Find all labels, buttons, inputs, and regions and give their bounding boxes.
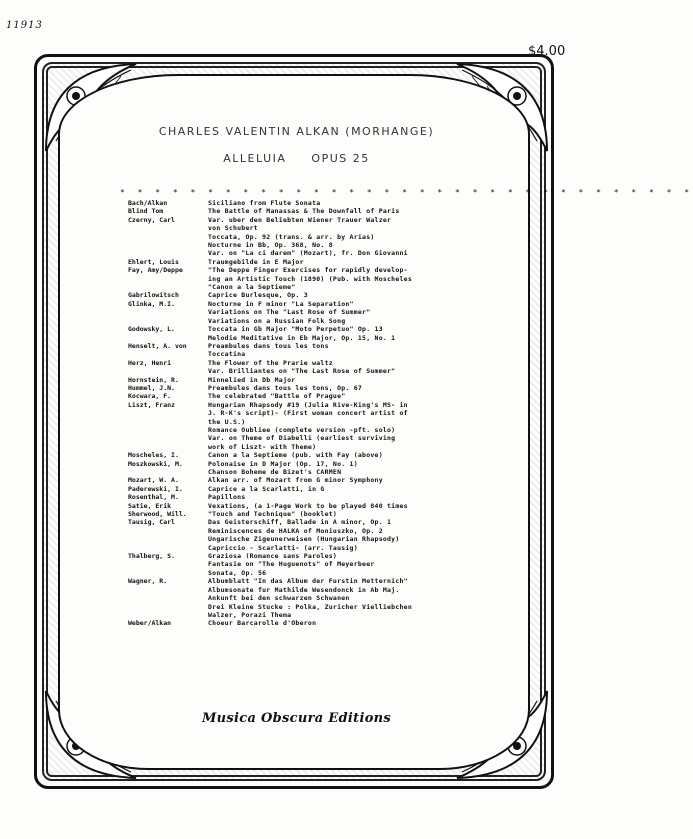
entry-composer: Fay, Amy/Deppe: [128, 266, 183, 275]
entry-works: [208, 619, 488, 627]
works-catalog-list: [128, 199, 488, 628]
catalog-entry: [128, 577, 488, 619]
entry-composer: Tausig, Carl: [128, 518, 175, 527]
entry-work-line: Nocturne in F minor "La Separation": [208, 299, 354, 308]
catalog-entry: [128, 258, 488, 266]
catalog-entry: [128, 552, 488, 577]
star-divider: * * * * * * * * * * * * * * * * * * * * * * * * * * * * * * * * *: [120, 188, 693, 197]
entry-composer: Blind Tom: [128, 207, 164, 216]
catalog-entry: [128, 392, 488, 400]
entry-composer: Hummel, J.N.: [128, 383, 175, 392]
entry-work-line: The Flower of the Prarie waltz: [208, 358, 333, 367]
corner-note: 11913: [6, 20, 43, 31]
entry-work-line: Var. on "La ci darem" (Mozart), fr. Don Giovanni: [208, 249, 408, 258]
entry-works: [208, 577, 488, 619]
entry-work-line: Nocturne in Bb, Op. 368, No. 8: [208, 241, 333, 250]
entry-works: [208, 199, 488, 207]
catalog-entry: [128, 384, 488, 392]
entry-works: [208, 476, 488, 484]
entry-work-line: Alkan arr. of Mozart from G minor Symphony: [208, 476, 383, 485]
entry-work-line: Graziosa (Romance sans Paroles): [208, 552, 338, 561]
catalog-entry: [128, 518, 488, 552]
catalog-entry: [128, 451, 488, 459]
entry-works: [208, 359, 488, 376]
work-title-line: [0, 152, 593, 165]
catalog-entry: [128, 266, 488, 291]
entry-works: [208, 300, 488, 325]
entry-work-line: Walzer, Porazi Thema: [208, 610, 292, 619]
entry-work-line: Preambules dans tous les tons: [208, 341, 329, 350]
entry-composer: Thalberg, S.: [128, 552, 175, 561]
catalog-entry: [128, 476, 488, 484]
entry-composer: Czerny, Carl: [128, 215, 175, 224]
catalog-entry: [128, 199, 488, 207]
entry-composer: Moszkowski, M.: [128, 459, 183, 468]
entry-work-line: Siciliano from Flute Sonata: [208, 199, 321, 207]
entry-work-line: "The Deppe Finger Exercises for rapidly develop-: [208, 266, 408, 275]
entry-composer: Godowsky, L.: [128, 325, 175, 334]
entry-work-line: Melodie Meditative in Eb Major, Op. 15, No. 1: [208, 333, 396, 342]
composer-title: CHARLES VALENTIN ALKAN (MORHANGE): [158, 125, 435, 138]
entry-work-line: Capriccio - Scarlatti- (arr. Tausig): [208, 543, 358, 552]
entry-work-line: Traumgebilde in E Major: [208, 257, 304, 266]
entry-work-line: Das Geisterschiff, Ballade in A minor, Op. 1: [208, 518, 392, 527]
catalog-entry: [128, 510, 488, 518]
entry-work-line: Choeur Barcarolle d'Oberon: [208, 619, 317, 628]
entry-works: [208, 493, 488, 501]
entry-composer: Ehlert, Louis: [128, 257, 179, 266]
entry-works: [208, 502, 488, 510]
entry-work-line: "Canon a la Septieme": [208, 283, 296, 292]
entry-works: [208, 384, 488, 392]
entry-work-line: Var. uber den Beliebten Wiener Trauer Walzer: [208, 215, 392, 224]
entry-work-line: work of Liszt- with Theme): [208, 442, 317, 451]
entry-composer: Wagner, R.: [128, 577, 168, 586]
entry-composer: Sherwood, Will.: [128, 510, 187, 519]
entry-work-line: Ungarische Zigeunerweisen (Hungarian Rhapsody): [208, 535, 400, 544]
entry-composer: Rosenthal, M.: [128, 493, 179, 502]
entry-work-line: Toccata, Op. 92 (trans. & arr. by Arias): [208, 232, 375, 241]
catalog-entry: [128, 291, 488, 299]
entry-work-line: Papillons: [208, 493, 246, 502]
catalog-entry: [128, 300, 488, 325]
entry-works: [208, 291, 488, 299]
entry-works: [208, 510, 488, 518]
catalog-entry: [128, 207, 488, 215]
catalog-entry: [128, 342, 488, 359]
entry-work-line: Variations on The "Last Rose of Summer": [208, 308, 371, 317]
entry-works: [208, 552, 488, 577]
entry-composer: Hornstein, R.: [128, 375, 179, 384]
entry-work-line: Ankunft bei den schwarzen Schwanen: [208, 594, 350, 603]
entry-work-line: the U.S.): [208, 417, 246, 426]
catalog-entry: [128, 493, 488, 501]
entry-works: [208, 266, 488, 291]
entry-work-line: J. R-K's script)- (First woman concert artist of: [208, 409, 408, 418]
entry-composer: Weber/Alkan: [128, 619, 172, 628]
entry-works: [208, 485, 488, 493]
entry-composer: Gabrilowitsch: [128, 291, 179, 300]
entry-work-line: Variations on a Russian Folk Song: [208, 316, 346, 325]
entry-composer: Liszt, Franz: [128, 400, 175, 409]
entry-composer: Paderewski, I.: [128, 484, 183, 493]
entry-composer: Satie, Erik: [128, 501, 172, 510]
entry-works: [208, 376, 488, 384]
entry-work-line: Romance Oubliee (complete version -pft. solo): [208, 425, 396, 434]
catalog-entry: [128, 485, 488, 493]
entry-work-line: Minnelied in Db Major: [208, 375, 296, 384]
entry-works: [208, 216, 488, 258]
entry-work-line: Albumsonate fur Mathilde Wesendonck in Ab Maj.: [208, 585, 400, 594]
entry-work-line: Toccata in Gb Major "Moto Perpetuo" Op. 13: [208, 325, 383, 334]
entry-works: [208, 401, 488, 451]
entry-composer: Herz, Henri: [128, 358, 172, 367]
opus-number: OPUS 25: [311, 152, 370, 165]
entry-composer: Henselt, A. von: [128, 341, 187, 350]
entry-work-line: von Schubert: [208, 224, 258, 233]
entry-works: [208, 207, 488, 215]
entry-work-line: Preambules dans tous les tons, Op. 67: [208, 383, 363, 392]
entry-work-line: ing an Artistic Touch (1890) (Pub. with Moscheles: [208, 274, 413, 283]
catalog-entry: [128, 619, 488, 627]
catalog-entry: [128, 460, 488, 477]
entry-work-line: Caprice a la Scarlatti, in G: [208, 484, 325, 493]
entry-work-line: Canon a la Septieme (pub. with Fay (above): [208, 451, 383, 460]
entry-work-line: Var. Brilliantes on "The Last Rose of Summer": [208, 367, 396, 376]
entry-works: [208, 460, 488, 477]
entry-composer: Moscheles, I.: [128, 451, 179, 460]
entry-work-line: Sonata, Op. 56: [208, 568, 267, 577]
catalog-entry: [128, 216, 488, 258]
work-title: ALLELUIA: [223, 152, 287, 165]
entry-work-line: "Touch and Technique" (booklet): [208, 510, 338, 519]
publisher-logo-text: Musica Obscura Editions: [201, 711, 392, 726]
entry-works: [208, 392, 488, 400]
entry-composer: Bach/Alkan: [128, 199, 168, 207]
catalog-entry: [128, 376, 488, 384]
catalog-entry: [128, 325, 488, 342]
entry-work-line: The Battle of Manassas & The Downfall of Paris: [208, 207, 400, 216]
entry-work-line: Var. on Theme of Diabelli (earliest surviving: [208, 434, 396, 443]
entry-work-line: Toccatina: [208, 350, 246, 359]
entry-works: [208, 258, 488, 266]
entry-work-line: Polonaise in D Major (Op. 17, No. 1): [208, 459, 358, 468]
entry-work-line: Caprice Burlesque, Op. 3: [208, 291, 308, 300]
price-label: $4.00: [528, 44, 566, 59]
entry-works: [208, 342, 488, 359]
catalog-entry: [128, 502, 488, 510]
entry-composer: Kocwara, F.: [128, 392, 172, 401]
entry-work-line: Albumblatt "In das Album der Furstin Metternich": [208, 577, 408, 586]
entry-work-line: Reminiscences de HALKA of Moniuszko, Op. 2: [208, 526, 383, 535]
entry-composer: Glinka, M.I.: [128, 299, 175, 308]
entry-works: [208, 325, 488, 342]
entry-composer: Mozart, W. A.: [128, 476, 179, 485]
catalog-entry: [128, 359, 488, 376]
entry-work-line: The celebrated "Battle of Prague": [208, 392, 346, 401]
entry-work-line: Hungarian Rhapsody #19 (Julia Rive-King's MS- in: [208, 400, 408, 409]
entry-work-line: Drei Kleine Stucke : Polka, Zuricher Vielliebchen: [208, 602, 413, 611]
catalog-entry: [128, 401, 488, 451]
entry-work-line: Fantasie on "The Huguenots" of Meyerbeer: [208, 560, 375, 569]
entry-works: [208, 518, 488, 552]
entry-work-line: Chanson Boheme de Bizet's CARMEN: [208, 468, 342, 476]
entry-works: [208, 451, 488, 459]
entry-work-line: Vexations, (a 1-Page Work to be played 840 times: [208, 501, 408, 510]
